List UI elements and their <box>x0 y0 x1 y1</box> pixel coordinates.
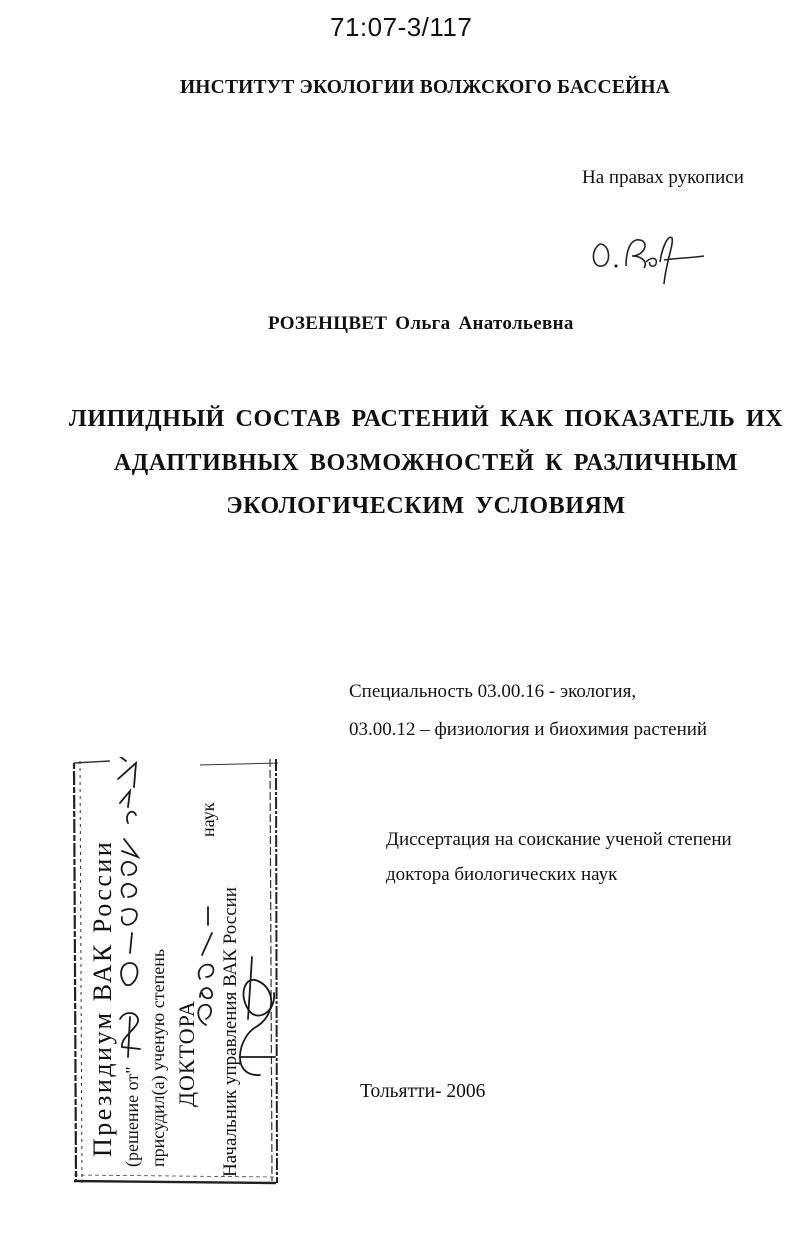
manuscript-rights-note: На правах рукописи <box>582 167 744 188</box>
stamp-award-text: присудил(а) ученую степень <box>148 948 168 1167</box>
dissertation-degree-line-1: Диссертация на соискание ученой степени <box>386 829 732 850</box>
stamp-head-text: Начальник управления ВАК России <box>220 887 241 1177</box>
stamp-presidium-text: Президиум ВАК России <box>88 839 117 1157</box>
city-and-year: Тольятти- 2006 <box>360 1081 486 1102</box>
dissertation-title-line-3: ЭКОЛОГИЧЕСКИМ УСЛОВИЯМ <box>226 493 626 519</box>
specialty-line-1: Специальность 03.00.16 - экология, <box>349 681 637 702</box>
author-signature <box>586 222 716 292</box>
stamp-degree-text: ДОКТОРА <box>174 1000 199 1107</box>
specialty-line-2: 03.00.12 – физиология и биохимия растений <box>349 719 708 740</box>
catalog-number: 71:07-3/117 <box>330 12 473 42</box>
dissertation-degree-line-2: доктора биологических наук <box>386 864 618 885</box>
stamp-decision-text: (решение от" <box>122 1066 142 1167</box>
vak-approval-stamp <box>70 757 280 1185</box>
dissertation-title-line-2: АДАПТИВНЫХ ВОЗМОЖНОСТЕЙ К РАЗЛИЧНЫМ <box>113 450 739 476</box>
institute-name: ИНСТИТУТ ЭКОЛОГИИ ВОЛЖСКОГО БАССЕЙНА <box>179 77 671 98</box>
stamp-sciences-text: наук <box>198 802 218 837</box>
author-name: РОЗЕНЦВЕТ Ольга Анатольевна <box>268 313 574 334</box>
dissertation-title-line-1: ЛИПИДНЫЙ СОСТАВ РАСТЕНИЙ КАК ПОКАЗАТЕЛЬ ИХ <box>68 406 784 432</box>
